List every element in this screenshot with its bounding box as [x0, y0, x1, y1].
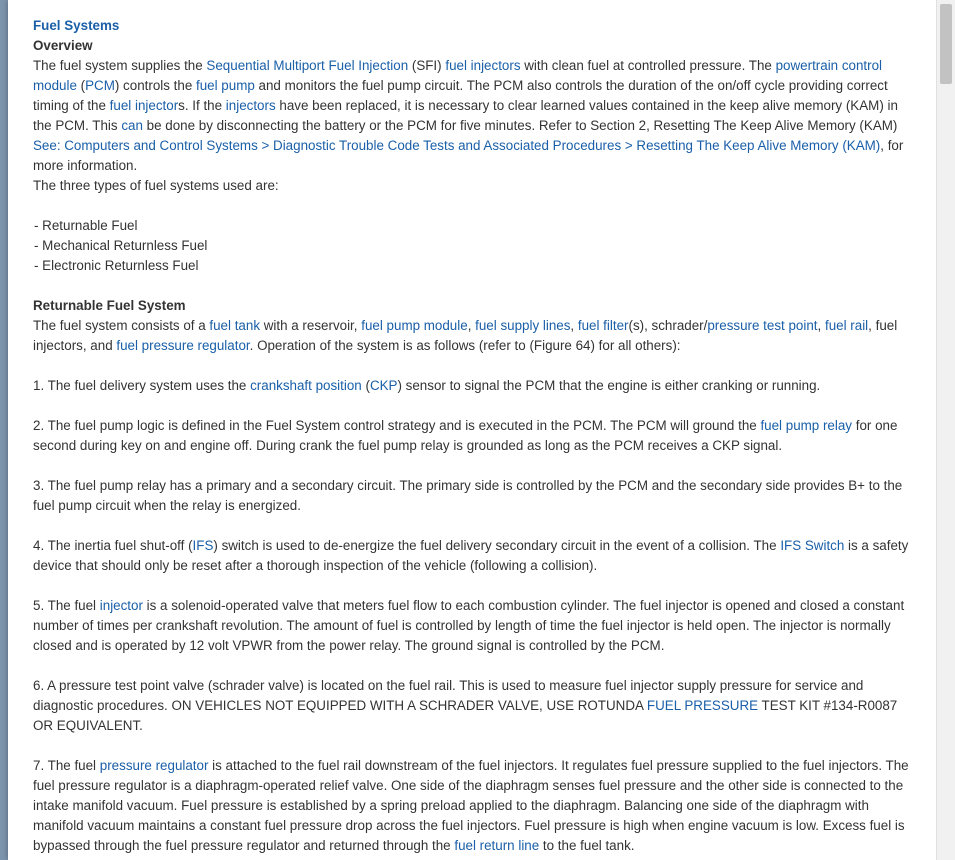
step-item: 3. The fuel pump relay has a primary and a secondary circuit. The primary side is controlled by the PCM and the secondary side provides B+ to the fuel pump circuit when the relay is energized.: [33, 478, 903, 513]
inline-link[interactable]: fuel tank: [209, 318, 261, 333]
inline-link[interactable]: FUEL PRESSURE: [646, 698, 759, 713]
spacer: [33, 656, 919, 676]
spacer: [33, 576, 919, 596]
returnable-intro: The fuel system consists of a fuel tank with a reservoir, fuel pump module, fuel supply lines, fuel filter(s), schrader/pressure test point, fuel rail, fuel injectors, and fuel pressure regulator. Operation of the system is as follows (refer to (Figure 64) for all others):: [33, 318, 898, 353]
inline-link[interactable]: can: [121, 118, 143, 133]
list-item: - Returnable Fuel: [34, 218, 138, 233]
step-item: 6. A pressure test point valve (schrader valve) is located on the fuel rail. This is used to measure fuel injector supply pressure for service and diagnostic procedures. ON VEHICLES NOT EQUIPPED WITH A SCHRADER VALVE, USE ROTUNDA FUEL PRESSURE TEST KIT #134-R0087 OR EQUIVALENT.: [33, 678, 898, 733]
spacer: [33, 396, 919, 416]
spacer: [33, 456, 919, 476]
list-item: - Electronic Returnless Fuel: [34, 258, 199, 273]
inline-link[interactable]: fuel return line: [454, 838, 540, 853]
overview-paragraph: The fuel system supplies the Sequential Multiport Fuel Injection (SFI) fuel injectors with clean fuel at controlled pressure. The powertrain control module (PCM) controls the fuel pump and monitors the fuel pump circuit. The PCM also controls the duration of the on/off cycle providing correct timing of the fuel injectors. If the injectors have been replaced, it is necessary to clear learned values contained in the keep alive memory (KAM) in the PCM. This can be done by disconnecting the battery or the PCM for five minutes. Refer to Section 2, Resetting The Keep Alive Memory (KAM) See: Computers and Control Systems > Diagnostic Trouble Code Tests and Associated Procedures > Resetting The Keep Alive Memory (KAM), for more information.: [33, 58, 904, 173]
document-content: [33, 16, 919, 856]
spacer: [33, 356, 919, 376]
returnable-heading: Returnable Fuel System: [33, 298, 186, 313]
scrollbar-thumb[interactable]: [940, 4, 952, 84]
inline-link[interactable]: pressure test point: [707, 318, 818, 333]
inline-link[interactable]: fuel rail: [824, 318, 869, 333]
inline-link[interactable]: injector: [99, 598, 143, 613]
inline-link[interactable]: fuel pump relay: [760, 418, 852, 433]
background-edge: [0, 0, 8, 860]
overview-heading: Overview: [33, 38, 93, 53]
step-item: 5. The fuel injector is a solenoid-operated valve that meters fuel flow to each combustion cylinder. The fuel injector is opened and closed a constant number of times per crankshaft revolution. The amount of fuel is controlled by length of time the fuel injector is held open. The injector is normally closed and is operated by 12 volt VPWR from the power relay. The ground signal is controlled by the PCM.: [33, 598, 905, 653]
spacer: [33, 516, 919, 536]
inline-link[interactable]: injectors: [225, 98, 276, 113]
inline-link[interactable]: fuel pump: [196, 78, 255, 93]
inline-link[interactable]: fuel supply lines: [475, 318, 571, 333]
spacer: [33, 276, 919, 296]
inline-link[interactable]: pressure regulator: [99, 758, 209, 773]
list-item: - Mechanical Returnless Fuel: [34, 238, 208, 253]
inline-link[interactable]: CKP: [369, 378, 398, 393]
inline-link[interactable]: IFS: [192, 538, 214, 553]
inline-link[interactable]: fuel filter: [577, 318, 629, 333]
inline-link[interactable]: See: Computers and Control Systems > Diagnostic Trouble Code Tests and Associated Procedures > Resetting The Keep Alive Memory (KAM): [33, 138, 881, 153]
inline-link[interactable]: Sequential Multiport Fuel Injection: [206, 58, 409, 73]
inline-link[interactable]: crankshaft position: [250, 378, 362, 393]
spacer: [33, 196, 919, 216]
step-item: 4. The inertia fuel shut-off (IFS) switch is used to de-energize the fuel delivery secondary circuit in the event of a collision. The IFS Switch is a safety device that should only be reset after a thorough inspection of the vehicle (following a collision).: [33, 538, 909, 573]
step-item: 1. The fuel delivery system uses the crankshaft position (CKP) sensor to signal the PCM that the engine is either cranking or running.: [33, 378, 821, 393]
inline-link[interactable]: IFS Switch: [780, 538, 845, 553]
inline-link[interactable]: fuel pump module: [361, 318, 468, 333]
spacer: [33, 736, 919, 756]
inline-link[interactable]: PCM: [85, 78, 115, 93]
inline-link[interactable]: fuel injectors: [445, 58, 521, 73]
step-item: 7. The fuel pressure regulator is attached to the fuel rail downstream of the fuel injectors. It regulates fuel pressure supplied to the fuel injectors. The fuel pressure regulator is a diaphragm-operated relief valve. One side of the diaphragm senses fuel pressure and the other side is connected to the intake manifold vacuum. Fuel pressure is established by a spring preload applied to the diaphragm. Balancing one side of the diaphragm with manifold vacuum maintains a constant fuel pressure drop across the fuel injectors. Fuel pressure is high when engine vacuum is low. Excess fuel is bypassed through the fuel pressure regulator and returned through the fuel return line to the fuel tank.: [33, 758, 909, 853]
types-intro: The three types of fuel systems used are:: [33, 178, 279, 193]
inline-link[interactable]: powertrain control module: [33, 58, 883, 93]
step-item: 2. The fuel pump logic is defined in the Fuel System control strategy and is executed in the PCM. The PCM will ground the fuel pump relay for one second during key on and engine off. During crank the fuel pump relay is grounded as long as the PCM receives a CKP signal.: [33, 418, 898, 453]
vertical-scrollbar[interactable]: [936, 0, 955, 860]
document-panel: [8, 0, 945, 860]
inline-link[interactable]: fuel pressure regulator: [116, 338, 250, 353]
inline-link[interactable]: fuel injector: [109, 98, 179, 113]
page-title: Fuel Systems: [33, 18, 120, 33]
